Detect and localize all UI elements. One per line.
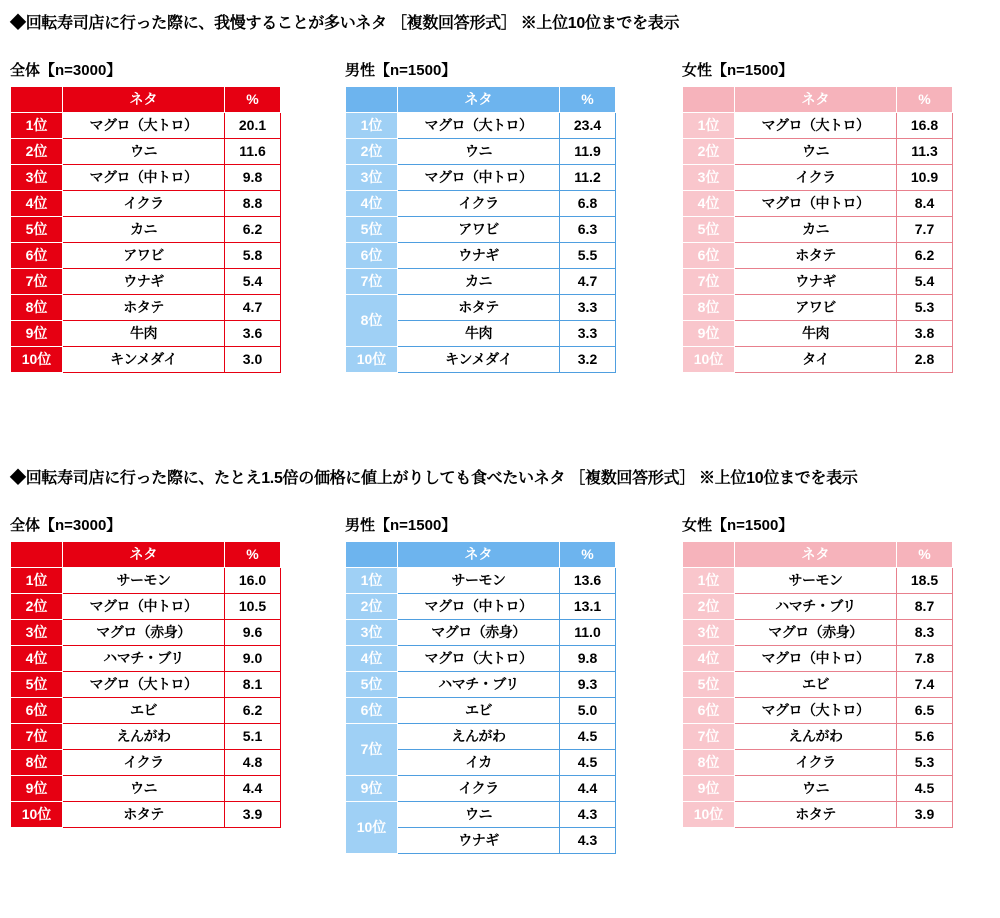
pct-cell: 23.4 [560, 113, 616, 139]
table-row [346, 243, 616, 269]
table-row [11, 750, 281, 776]
table-row [11, 568, 281, 594]
neta-cell: えんがわ [735, 724, 897, 750]
table-row [11, 295, 281, 321]
header-neta: ネタ [398, 87, 560, 113]
rank-cell: 6位 [346, 698, 398, 724]
neta-cell: マグロ（中トロ） [63, 594, 225, 620]
rank-cell: 5位 [683, 217, 735, 243]
table-row [11, 269, 281, 295]
table-row [683, 165, 953, 191]
table-row [346, 568, 616, 594]
rank-cell: 6位 [683, 698, 735, 724]
panel-male-2 [345, 514, 616, 854]
pct-cell: 6.5 [897, 698, 953, 724]
pct-cell: 6.2 [225, 698, 281, 724]
pct-cell: 2.8 [897, 347, 953, 373]
rank-cell: 3位 [346, 620, 398, 646]
pct-cell: 20.1 [225, 113, 281, 139]
pct-cell: 4.8 [225, 750, 281, 776]
pct-cell: 4.7 [225, 295, 281, 321]
table-row [346, 594, 616, 620]
rank-cell: 10位 [346, 802, 398, 854]
table-row [683, 217, 953, 243]
pct-cell: 3.9 [897, 802, 953, 828]
rank-cell: 9位 [346, 776, 398, 802]
panel-male-1 [345, 59, 616, 373]
rank-cell: 9位 [11, 321, 63, 347]
neta-cell: ウナギ [63, 269, 225, 295]
neta-cell: えんがわ [63, 724, 225, 750]
table-row [11, 698, 281, 724]
header-rank [346, 87, 398, 113]
rank-cell: 10位 [11, 347, 63, 373]
neta-cell: マグロ（赤身） [63, 620, 225, 646]
table-row [346, 620, 616, 646]
pct-cell: 18.5 [897, 568, 953, 594]
rank-cell: 7位 [683, 724, 735, 750]
header-pct: % [560, 542, 616, 568]
table-male-1 [345, 86, 616, 373]
section-2-heading: ◆回転寿司店に行った際に、たとえ1.5倍の価格に値上がりしても食べたいネタ ［複数回答形式］ ※上位10位までを表示 [10, 470, 858, 487]
neta-cell: カニ [63, 217, 225, 243]
pct-cell: 11.9 [560, 139, 616, 165]
table-row [346, 191, 616, 217]
rank-cell: 3位 [11, 620, 63, 646]
panel-female-2-title: 女性【n=1500】 [682, 517, 794, 534]
pct-cell: 10.9 [897, 165, 953, 191]
rank-cell: 1位 [346, 568, 398, 594]
neta-cell: アワビ [63, 243, 225, 269]
neta-cell: ウニ [63, 139, 225, 165]
rank-cell: 6位 [11, 698, 63, 724]
table-row [683, 646, 953, 672]
table-row [346, 347, 616, 373]
rank-cell: 4位 [11, 191, 63, 217]
rank-cell: 3位 [11, 165, 63, 191]
pct-cell: 6.8 [560, 191, 616, 217]
table-row [346, 698, 616, 724]
pct-cell: 7.4 [897, 672, 953, 698]
neta-cell: マグロ（中トロ） [735, 646, 897, 672]
rank-cell: 8位 [346, 295, 398, 347]
neta-cell: キンメダイ [398, 347, 560, 373]
rank-cell: 1位 [11, 568, 63, 594]
rank-cell: 7位 [11, 724, 63, 750]
pct-cell: 4.5 [897, 776, 953, 802]
header-neta: ネタ [735, 542, 897, 568]
table-female-2 [682, 541, 953, 828]
table-row [683, 698, 953, 724]
panel-female-1 [682, 59, 953, 373]
pct-cell: 9.3 [560, 672, 616, 698]
rank-cell: 10位 [683, 802, 735, 828]
table-row [683, 243, 953, 269]
pct-cell: 5.3 [897, 750, 953, 776]
panel-male-2-title: 男性【n=1500】 [345, 517, 457, 534]
table-header-row [683, 87, 953, 113]
pct-cell: 9.6 [225, 620, 281, 646]
table-overall-2 [10, 541, 281, 828]
header-pct: % [560, 87, 616, 113]
neta-cell: エビ [398, 698, 560, 724]
pct-cell: 11.0 [560, 620, 616, 646]
rank-cell: 2位 [683, 139, 735, 165]
table-row [11, 672, 281, 698]
rank-cell: 10位 [11, 802, 63, 828]
table-row [11, 243, 281, 269]
pct-cell: 4.7 [560, 269, 616, 295]
panel-female-2 [682, 514, 953, 828]
neta-cell: カニ [398, 269, 560, 295]
neta-cell: イクラ [735, 750, 897, 776]
rank-cell: 2位 [346, 594, 398, 620]
table-row [11, 165, 281, 191]
table-male-2 [345, 541, 616, 854]
header-pct: % [897, 542, 953, 568]
pct-cell: 11.2 [560, 165, 616, 191]
pct-cell: 8.8 [225, 191, 281, 217]
table-row [11, 113, 281, 139]
neta-cell: マグロ（大トロ） [63, 672, 225, 698]
rank-cell: 9位 [11, 776, 63, 802]
pct-cell: 6.3 [560, 217, 616, 243]
neta-cell: ホタテ [735, 802, 897, 828]
header-neta: ネタ [63, 542, 225, 568]
rank-cell: 6位 [346, 243, 398, 269]
rank-cell: 4位 [346, 646, 398, 672]
pct-cell: 5.5 [560, 243, 616, 269]
pct-cell: 4.5 [560, 750, 616, 776]
table-header-row [346, 542, 616, 568]
neta-cell: イクラ [735, 165, 897, 191]
table-row [683, 269, 953, 295]
pct-cell: 3.8 [897, 321, 953, 347]
panel-female-1-title: 女性【n=1500】 [682, 62, 794, 79]
neta-cell: カニ [735, 217, 897, 243]
pct-cell: 11.3 [897, 139, 953, 165]
rank-cell: 6位 [683, 243, 735, 269]
pct-cell: 11.6 [225, 139, 281, 165]
pct-cell: 5.4 [897, 269, 953, 295]
neta-cell: 牛肉 [63, 321, 225, 347]
header-rank [11, 542, 63, 568]
pct-cell: 4.4 [225, 776, 281, 802]
rank-cell: 1位 [683, 568, 735, 594]
header-rank [11, 87, 63, 113]
rank-cell: 8位 [11, 750, 63, 776]
neta-cell: マグロ（中トロ） [63, 165, 225, 191]
pct-cell: 8.1 [225, 672, 281, 698]
rank-cell: 4位 [683, 191, 735, 217]
rank-cell: 5位 [346, 672, 398, 698]
neta-cell: ホタテ [63, 802, 225, 828]
rank-cell: 1位 [683, 113, 735, 139]
neta-cell: イカ [398, 750, 560, 776]
pct-cell: 6.2 [225, 217, 281, 243]
header-pct: % [225, 542, 281, 568]
neta-cell: マグロ（大トロ） [735, 698, 897, 724]
rank-cell: 2位 [11, 139, 63, 165]
neta-cell: アワビ [735, 295, 897, 321]
rank-cell: 3位 [346, 165, 398, 191]
neta-cell: ハマチ・ブリ [398, 672, 560, 698]
rank-cell: 6位 [11, 243, 63, 269]
pct-cell: 3.6 [225, 321, 281, 347]
rank-cell: 1位 [11, 113, 63, 139]
table-row [11, 776, 281, 802]
table-row [346, 217, 616, 243]
rank-cell: 5位 [11, 217, 63, 243]
pct-cell: 5.1 [225, 724, 281, 750]
rank-cell: 5位 [346, 217, 398, 243]
pct-cell: 5.4 [225, 269, 281, 295]
table-row [11, 217, 281, 243]
rank-cell: 2位 [346, 139, 398, 165]
pct-cell: 13.1 [560, 594, 616, 620]
neta-cell: イクラ [63, 191, 225, 217]
table-row [11, 347, 281, 373]
pct-cell: 5.3 [897, 295, 953, 321]
table-row [683, 620, 953, 646]
header-neta: ネタ [63, 87, 225, 113]
header-pct: % [897, 87, 953, 113]
panel-overall-2 [10, 514, 281, 828]
rank-cell: 7位 [11, 269, 63, 295]
table-header-row [11, 542, 281, 568]
rank-cell: 2位 [683, 594, 735, 620]
header-rank [346, 542, 398, 568]
pct-cell: 3.2 [560, 347, 616, 373]
section-gaman [0, 10, 1000, 409]
rank-cell: 3位 [683, 620, 735, 646]
table-row [346, 165, 616, 191]
pct-cell: 5.6 [897, 724, 953, 750]
neta-cell: ホタテ [735, 243, 897, 269]
table-row [346, 295, 616, 321]
pct-cell: 5.8 [225, 243, 281, 269]
neta-cell: サーモン [63, 568, 225, 594]
neta-cell: マグロ（大トロ） [63, 113, 225, 139]
pct-cell: 7.7 [897, 217, 953, 243]
table-row [683, 139, 953, 165]
panel-overall-1-title: 全体【n=3000】 [10, 62, 122, 79]
neta-cell: ウニ [398, 139, 560, 165]
pct-cell: 8.3 [897, 620, 953, 646]
pct-cell: 4.5 [560, 724, 616, 750]
pct-cell: 5.0 [560, 698, 616, 724]
neta-cell: ハマチ・ブリ [63, 646, 225, 672]
pct-cell: 4.4 [560, 776, 616, 802]
rank-cell: 8位 [683, 295, 735, 321]
neta-cell: ウニ [63, 776, 225, 802]
pct-cell: 9.8 [560, 646, 616, 672]
pct-cell: 4.3 [560, 802, 616, 828]
neta-cell: マグロ（中トロ） [398, 594, 560, 620]
table-row [683, 295, 953, 321]
rank-cell: 4位 [11, 646, 63, 672]
rank-cell: 5位 [11, 672, 63, 698]
table-row [683, 750, 953, 776]
neta-cell: マグロ（中トロ） [735, 191, 897, 217]
neta-cell: ウナギ [398, 243, 560, 269]
rank-cell: 5位 [683, 672, 735, 698]
table-row [346, 724, 616, 750]
table-row [683, 594, 953, 620]
neta-cell: イクラ [63, 750, 225, 776]
section-1-heading: ◆回転寿司店に行った際に、我慢することが多いネタ ［複数回答形式］ ※上位10位までを表示 [10, 15, 680, 32]
panel-overall-2-title: 全体【n=3000】 [10, 517, 122, 534]
table-row [346, 139, 616, 165]
neta-cell: ウニ [398, 802, 560, 828]
table-header-row [11, 87, 281, 113]
rank-cell: 8位 [683, 750, 735, 776]
neta-cell: 牛肉 [398, 321, 560, 347]
table-row [683, 672, 953, 698]
rank-cell: 9位 [683, 776, 735, 802]
pct-cell: 16.0 [225, 568, 281, 594]
table-row [683, 802, 953, 828]
pct-cell: 13.6 [560, 568, 616, 594]
neta-cell: マグロ（大トロ） [398, 646, 560, 672]
neta-cell: アワビ [398, 217, 560, 243]
pct-cell: 16.8 [897, 113, 953, 139]
neta-cell: ウナギ [398, 828, 560, 854]
table-row [11, 620, 281, 646]
section-neage [0, 465, 1000, 914]
neta-cell: タイ [735, 347, 897, 373]
header-neta: ネタ [735, 87, 897, 113]
table-row [683, 347, 953, 373]
pct-cell: 3.3 [560, 295, 616, 321]
table-row [11, 321, 281, 347]
pct-cell: 4.3 [560, 828, 616, 854]
neta-cell: 牛肉 [735, 321, 897, 347]
neta-cell: マグロ（赤身） [735, 620, 897, 646]
rank-cell: 7位 [683, 269, 735, 295]
rank-cell: 10位 [346, 347, 398, 373]
neta-cell: イクラ [398, 776, 560, 802]
pct-cell: 6.2 [897, 243, 953, 269]
neta-cell: マグロ（大トロ） [735, 113, 897, 139]
table-row [346, 802, 616, 828]
neta-cell: キンメダイ [63, 347, 225, 373]
rank-cell: 8位 [11, 295, 63, 321]
rank-cell: 9位 [683, 321, 735, 347]
neta-cell: えんがわ [398, 724, 560, 750]
table-row [11, 646, 281, 672]
pct-cell: 9.8 [225, 165, 281, 191]
rank-cell: 10位 [683, 347, 735, 373]
pct-cell: 9.0 [225, 646, 281, 672]
table-row [11, 594, 281, 620]
table-row [11, 139, 281, 165]
table-row [683, 568, 953, 594]
table-row [346, 646, 616, 672]
table-row [683, 191, 953, 217]
pct-cell: 8.7 [897, 594, 953, 620]
rank-cell: 1位 [346, 113, 398, 139]
table-row [346, 672, 616, 698]
neta-cell: イクラ [398, 191, 560, 217]
pct-cell: 8.4 [897, 191, 953, 217]
pct-cell: 3.3 [560, 321, 616, 347]
neta-cell: マグロ（大トロ） [398, 113, 560, 139]
table-row [11, 724, 281, 750]
rank-cell: 7位 [346, 269, 398, 295]
rank-cell: 4位 [346, 191, 398, 217]
neta-cell: サーモン [735, 568, 897, 594]
table-row [346, 113, 616, 139]
neta-cell: ホタテ [398, 295, 560, 321]
rank-cell: 3位 [683, 165, 735, 191]
table-row [683, 776, 953, 802]
table-female-1 [682, 86, 953, 373]
table-header-row [683, 542, 953, 568]
pct-cell: 3.9 [225, 802, 281, 828]
rank-cell: 2位 [11, 594, 63, 620]
panel-overall-1 [10, 59, 281, 373]
neta-cell: マグロ（中トロ） [398, 165, 560, 191]
panel-male-1-title: 男性【n=1500】 [345, 62, 457, 79]
neta-cell: エビ [735, 672, 897, 698]
header-pct: % [225, 87, 281, 113]
rank-cell: 4位 [683, 646, 735, 672]
neta-cell: ウニ [735, 776, 897, 802]
pct-cell: 3.0 [225, 347, 281, 373]
header-rank [683, 87, 735, 113]
table-row [683, 321, 953, 347]
neta-cell: ホタテ [63, 295, 225, 321]
table-row [11, 802, 281, 828]
table-row [346, 776, 616, 802]
header-neta: ネタ [398, 542, 560, 568]
header-rank [683, 542, 735, 568]
neta-cell: マグロ（赤身） [398, 620, 560, 646]
neta-cell: ウニ [735, 139, 897, 165]
pct-cell: 7.8 [897, 646, 953, 672]
neta-cell: エビ [63, 698, 225, 724]
table-overall-1 [10, 86, 281, 373]
table-header-row [346, 87, 616, 113]
table-row [346, 269, 616, 295]
table-row [683, 113, 953, 139]
neta-cell: ウナギ [735, 269, 897, 295]
pct-cell: 10.5 [225, 594, 281, 620]
table-row [11, 191, 281, 217]
rank-cell: 7位 [346, 724, 398, 776]
table-row [683, 724, 953, 750]
neta-cell: ハマチ・ブリ [735, 594, 897, 620]
neta-cell: サーモン [398, 568, 560, 594]
